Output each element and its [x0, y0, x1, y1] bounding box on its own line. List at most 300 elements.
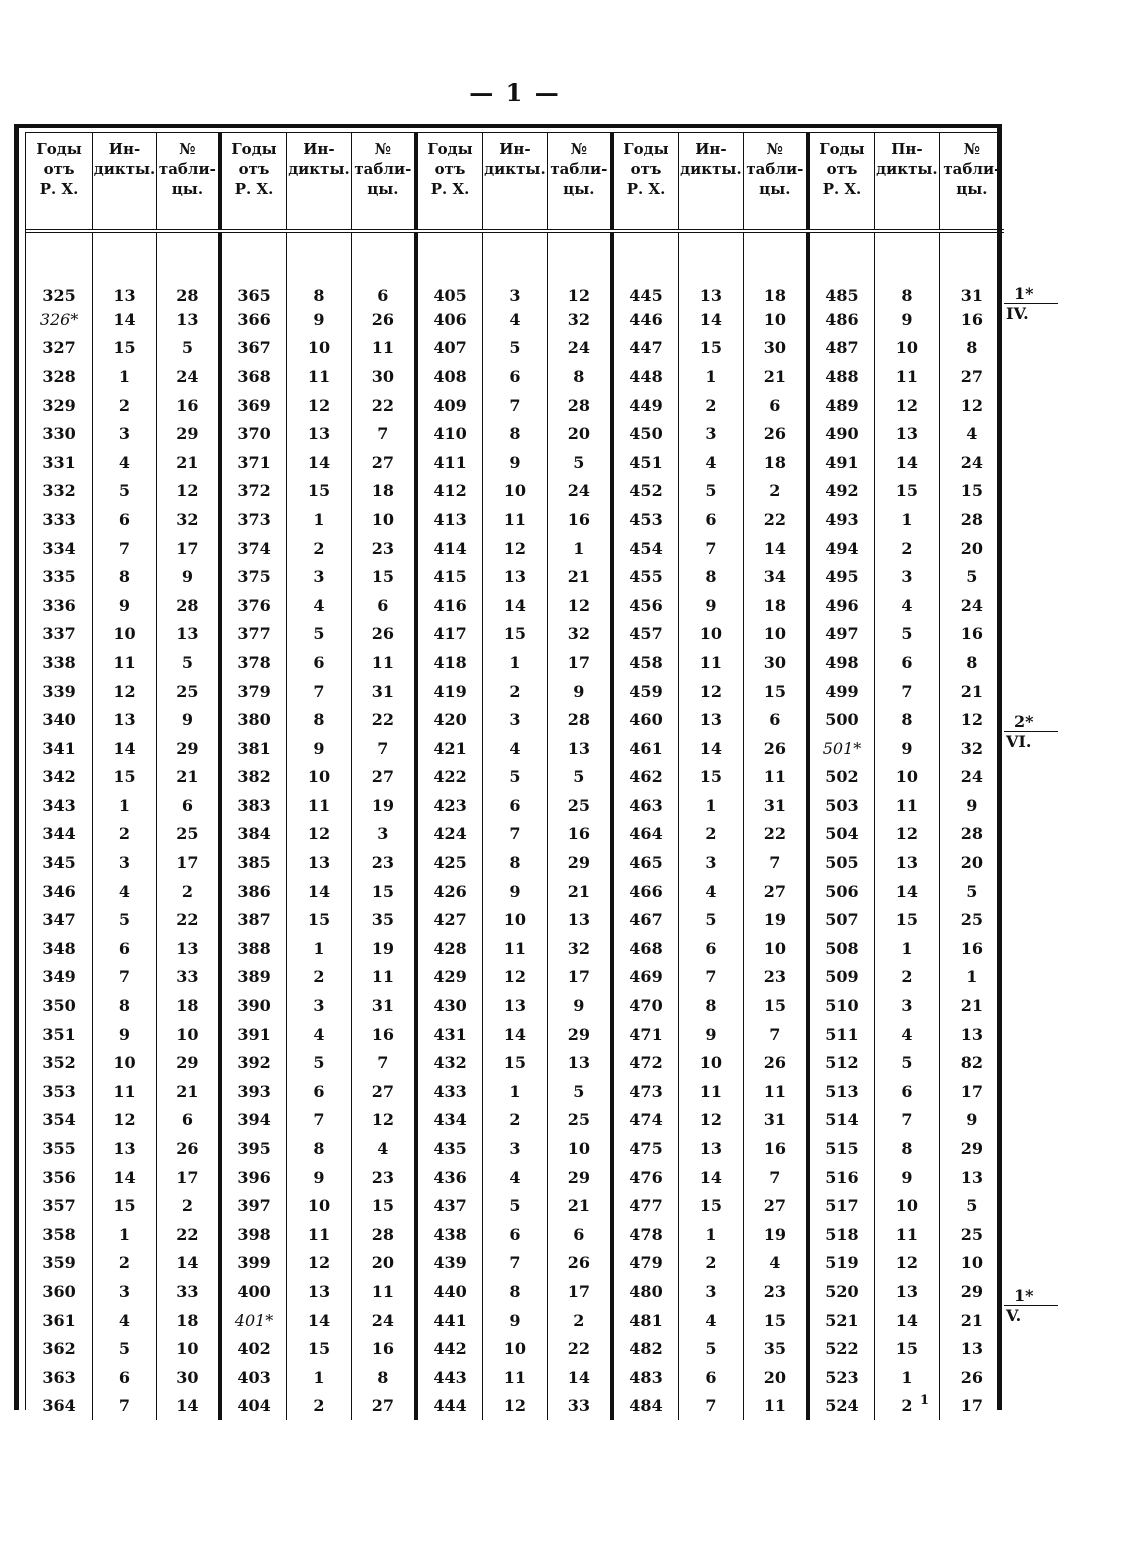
table-number-cell: 20 — [939, 534, 1004, 563]
indiction-cell: 6 — [875, 1077, 940, 1106]
indiction-cell: 8 — [875, 705, 940, 734]
year-cell: 458 — [612, 648, 679, 677]
table-number-cell: 6 — [156, 1106, 220, 1135]
table-number-cell: 28 — [547, 705, 612, 734]
table-number-cell: 11 — [743, 1077, 808, 1106]
header-line: Р. Х. — [430, 180, 470, 198]
indiction-cell: 6 — [679, 934, 744, 963]
indiction-cell: 6 — [93, 934, 157, 963]
year-cell: 443 — [416, 1363, 483, 1392]
table-row — [26, 231, 1004, 305]
indiction-cell: 5 — [93, 477, 157, 506]
table-number-cell: 21 — [939, 677, 1004, 706]
indiction-cell: 7 — [483, 1249, 548, 1278]
year-cell: 465 — [612, 848, 679, 877]
indiction-cell: 10 — [93, 620, 157, 649]
table-row — [26, 1020, 1004, 1049]
indiction-cell: 5 — [93, 1334, 157, 1363]
table-number-cell: 23 — [743, 963, 808, 992]
year-cell: 389 — [220, 963, 287, 992]
indiction-cell: 13 — [93, 231, 157, 305]
indiction-cell: 5 — [679, 1334, 744, 1363]
year-cell: 438 — [416, 1220, 483, 1249]
year-cell: 461 — [612, 734, 679, 763]
indiction-cell: 1 — [287, 934, 352, 963]
year-cell: 330 — [42, 424, 76, 444]
year-cell: 334 — [42, 538, 76, 558]
year-cell: 478 — [612, 1220, 679, 1249]
table-number-cell: 33 — [156, 1277, 220, 1306]
year-cell: 503 — [808, 791, 875, 820]
table-number-cell: 23 — [351, 1163, 416, 1192]
signature-mark: 1 — [920, 1393, 930, 1408]
table-number-cell: 21 — [547, 562, 612, 591]
indiction-cell: 7 — [483, 391, 548, 420]
year-cell: 403 — [220, 1363, 287, 1392]
indiction-cell: 12 — [875, 820, 940, 849]
table-number-cell: 16 — [156, 391, 220, 420]
year-cell: 395 — [220, 1134, 287, 1163]
indiction-cell: 2 — [875, 1392, 940, 1421]
indiction-cell: 8 — [679, 991, 744, 1020]
table-number-cell: 14 — [156, 1392, 220, 1421]
header-years — [220, 133, 287, 231]
table-number-cell: 16 — [547, 505, 612, 534]
year-cell: 480 — [612, 1277, 679, 1306]
year-cell: 328 — [42, 366, 76, 386]
table-row — [26, 448, 1004, 477]
indiction-cell: 3 — [483, 705, 548, 734]
indiction-cell: 3 — [287, 562, 352, 591]
year-cell: 472 — [612, 1048, 679, 1077]
table-number-cell: 31 — [351, 991, 416, 1020]
year-cell: 413 — [416, 505, 483, 534]
table-number-cell: 27 — [351, 1077, 416, 1106]
indiction-cell: 2 — [93, 820, 157, 849]
indiction-cell: 15 — [875, 1334, 940, 1363]
header-line: табли- — [158, 160, 216, 178]
year-cell: 426 — [416, 877, 483, 906]
table-number-cell: 8 — [939, 334, 1004, 363]
indiction-cell: 10 — [679, 620, 744, 649]
year-cell: 371 — [220, 448, 287, 477]
indiction-cell: 7 — [483, 820, 548, 849]
table-number-cell: 12 — [156, 477, 220, 506]
header-indict — [287, 133, 352, 231]
year-cell: 471 — [612, 1020, 679, 1049]
indiction-cell: 9 — [287, 734, 352, 763]
table-number-cell: 29 — [156, 734, 220, 763]
table-number-cell: 5 — [156, 648, 220, 677]
table-number-cell: 6 — [743, 705, 808, 734]
year-cell: 333 — [42, 509, 76, 529]
year-cell: 431 — [416, 1020, 483, 1049]
table-number-cell: 7 — [351, 419, 416, 448]
table-row — [26, 1191, 1004, 1220]
header-indict — [483, 133, 548, 231]
year-cell: 386 — [220, 877, 287, 906]
indiction-cell: 14 — [679, 1163, 744, 1192]
table-number-cell: 15 — [939, 477, 1004, 506]
table-number-cell: 32 — [547, 620, 612, 649]
indiction-cell: 2 — [679, 820, 744, 849]
table-number-cell: 1 — [547, 534, 612, 563]
year-cell: 332 — [42, 481, 76, 501]
indiction-cell: 1 — [93, 791, 157, 820]
indiction-cell: 14 — [93, 1163, 157, 1192]
table-number-cell: 16 — [351, 1334, 416, 1363]
indiction-cell: 1 — [287, 1363, 352, 1392]
year-cell: 446 — [612, 305, 679, 334]
year-cell: 462 — [612, 763, 679, 792]
table-row — [26, 591, 1004, 620]
margin-note-top: 1* — [1004, 284, 1058, 304]
table-number-cell: 24 — [939, 591, 1004, 620]
table-number-cell: 27 — [939, 362, 1004, 391]
table-number-cell: 23 — [743, 1277, 808, 1306]
year-cell: 363 — [42, 1367, 76, 1387]
header-line: дикты. — [484, 160, 546, 178]
header-line: цы. — [563, 180, 595, 198]
indiction-cell: 12 — [287, 391, 352, 420]
margin-note-top: 1* — [1004, 1286, 1058, 1306]
indiction-cell: 5 — [875, 620, 940, 649]
table-number-cell: 10 — [547, 1134, 612, 1163]
indiction-cell: 9 — [287, 1163, 352, 1192]
table-row — [26, 820, 1004, 849]
year-cell: 419 — [416, 677, 483, 706]
table-number-cell: 26 — [743, 1048, 808, 1077]
indiction-cell: 8 — [679, 562, 744, 591]
margin-note-top: 2* — [1004, 712, 1058, 732]
year-cell: 365 — [220, 231, 287, 305]
indiction-cell: 13 — [93, 705, 157, 734]
table-number-cell: 17 — [547, 648, 612, 677]
table-number-cell: 29 — [156, 419, 220, 448]
year-cell: 518 — [808, 1220, 875, 1249]
table-number-cell: 18 — [743, 231, 808, 305]
table-number-cell: 20 — [939, 848, 1004, 877]
indiction-cell: 6 — [93, 505, 157, 534]
year-cell: 516 — [808, 1163, 875, 1192]
table-row — [26, 963, 1004, 992]
table-row — [26, 505, 1004, 534]
year-cell: 383 — [220, 791, 287, 820]
table-row — [26, 1334, 1004, 1363]
table-number-cell: 8 — [939, 648, 1004, 677]
margin-note-bottom: IV. — [1006, 304, 1029, 323]
header-line: цы. — [367, 180, 399, 198]
year-cell: 441 — [416, 1306, 483, 1335]
year-cell: 481 — [612, 1306, 679, 1335]
table-number-cell: 27 — [351, 763, 416, 792]
year-cell: 416 — [416, 591, 483, 620]
indiction-cell: 9 — [875, 1163, 940, 1192]
table-number-cell: 6 — [156, 791, 220, 820]
table-number-cell: 7 — [743, 848, 808, 877]
table-number-cell: 16 — [547, 820, 612, 849]
year-cell: 442 — [416, 1334, 483, 1363]
header-line: Ин- — [499, 140, 531, 158]
year-cell: 349 — [42, 967, 76, 987]
indiction-cell: 2 — [483, 1106, 548, 1135]
table-number-cell: 10 — [156, 1020, 220, 1049]
year-cell: 521 — [808, 1306, 875, 1335]
indiction-cell: 8 — [875, 1134, 940, 1163]
indiction-cell: 12 — [483, 1392, 548, 1421]
table-number-cell: 11 — [743, 1392, 808, 1421]
table-row — [26, 991, 1004, 1020]
indiction-cell: 5 — [483, 334, 548, 363]
year-cell: 513 — [808, 1077, 875, 1106]
table-number-cell: 21 — [156, 763, 220, 792]
header-line: табли- — [943, 160, 1001, 178]
indiction-cell: 3 — [483, 231, 548, 305]
year-cell: 401* — [220, 1306, 287, 1335]
table-number-cell: 17 — [156, 534, 220, 563]
indiction-cell: 9 — [679, 1020, 744, 1049]
year-cell: 435 — [416, 1134, 483, 1163]
indiction-cell: 10 — [679, 1048, 744, 1077]
header-line: Р. Х. — [822, 180, 862, 198]
table-header — [26, 133, 1004, 231]
indiction-cell: 11 — [287, 791, 352, 820]
year-cell: 337 — [42, 624, 76, 644]
table-number-cell: 13 — [547, 734, 612, 763]
indiction-cell: 15 — [287, 1334, 352, 1363]
year-cell: 440 — [416, 1277, 483, 1306]
table-number-cell: 10 — [156, 1334, 220, 1363]
table-number-cell: 7 — [743, 1020, 808, 1049]
indiction-cell: 10 — [287, 1191, 352, 1220]
indiction-cell: 11 — [875, 362, 940, 391]
table-number-cell: 16 — [351, 1020, 416, 1049]
year-cell: 392 — [220, 1048, 287, 1077]
table-row — [26, 305, 1004, 334]
indiction-cell: 1 — [679, 362, 744, 391]
year-cell: 450 — [612, 419, 679, 448]
indiction-cell: 1 — [875, 934, 940, 963]
year-cell: 486 — [808, 305, 875, 334]
year-cell: 412 — [416, 477, 483, 506]
table-row — [26, 1077, 1004, 1106]
year-cell: 428 — [416, 934, 483, 963]
year-cell: 409 — [416, 391, 483, 420]
table-number-cell: 33 — [547, 1392, 612, 1421]
table-number-cell: 35 — [743, 1334, 808, 1363]
header-line: № — [179, 140, 196, 158]
year-cell: 500 — [808, 705, 875, 734]
header-line: Ин- — [695, 140, 727, 158]
year-cell: 468 — [612, 934, 679, 963]
table-number-cell: 9 — [156, 562, 220, 591]
indiction-cell: 15 — [93, 334, 157, 363]
header-years — [612, 133, 679, 231]
header-years — [808, 133, 875, 231]
indiction-cell: 9 — [93, 1020, 157, 1049]
year-cell: 359 — [42, 1253, 76, 1273]
table-number-cell: 21 — [156, 1077, 220, 1106]
indiction-cell: 6 — [483, 1220, 548, 1249]
indiction-cell: 3 — [483, 1134, 548, 1163]
table-number-cell: 31 — [743, 1106, 808, 1135]
indiction-cell: 1 — [93, 362, 157, 391]
year-cell: 524 — [808, 1392, 875, 1421]
header-line: Годы — [427, 140, 473, 158]
year-cell: 423 — [416, 791, 483, 820]
indiction-cell: 13 — [679, 231, 744, 305]
year-cell: 494 — [808, 534, 875, 563]
indiction-cell: 14 — [483, 1020, 548, 1049]
table-number-cell: 20 — [547, 419, 612, 448]
table-number-cell: 31 — [743, 791, 808, 820]
table-number-cell: 23 — [351, 534, 416, 563]
year-cell: 362 — [42, 1339, 76, 1359]
table-number-cell: 21 — [939, 991, 1004, 1020]
year-cell: 484 — [612, 1392, 679, 1421]
header-line: табли- — [354, 160, 412, 178]
table-number-cell: 24 — [939, 448, 1004, 477]
year-cell: 341 — [42, 738, 76, 758]
year-cell: 418 — [416, 648, 483, 677]
year-cell: 514 — [808, 1106, 875, 1135]
year-cell: 379 — [220, 677, 287, 706]
table-number-cell: 32 — [939, 734, 1004, 763]
indiction-cell: 9 — [679, 591, 744, 620]
table-number-cell: 13 — [547, 1048, 612, 1077]
table-number-cell: 82 — [939, 1048, 1004, 1077]
indiction-cell: 7 — [93, 534, 157, 563]
year-cell: 338 — [42, 652, 76, 672]
indiction-cell: 12 — [679, 677, 744, 706]
table-number-cell: 18 — [743, 448, 808, 477]
indiction-cell: 6 — [287, 1077, 352, 1106]
indiction-cell: 12 — [875, 391, 940, 420]
table-number-cell: 29 — [939, 1134, 1004, 1163]
indiction-cell: 2 — [287, 1392, 352, 1421]
table-number-cell: 6 — [743, 391, 808, 420]
table-number-cell: 34 — [743, 562, 808, 591]
table-number-cell: 22 — [743, 505, 808, 534]
year-cell: 355 — [42, 1139, 76, 1159]
table-number-cell: 31 — [351, 677, 416, 706]
year-cell: 325 — [42, 286, 76, 305]
year-cell: 427 — [416, 905, 483, 934]
year-cell: 366 — [220, 305, 287, 334]
indiction-cell: 12 — [483, 963, 548, 992]
table-row — [26, 677, 1004, 706]
table-number-cell: 32 — [547, 305, 612, 334]
table-number-cell: 26 — [743, 734, 808, 763]
table-number-cell: 8 — [547, 362, 612, 391]
indiction-cell: 2 — [287, 534, 352, 563]
table-number-cell: 19 — [351, 934, 416, 963]
table-number-cell: 16 — [939, 934, 1004, 963]
year-cell: 378 — [220, 648, 287, 677]
year-cell: 522 — [808, 1334, 875, 1363]
year-cell: 385 — [220, 848, 287, 877]
header-line: цы. — [759, 180, 791, 198]
table-number-cell: 10 — [351, 505, 416, 534]
table-number-cell: 25 — [939, 1220, 1004, 1249]
indiction-cell: 15 — [287, 477, 352, 506]
table-number-cell: 30 — [351, 362, 416, 391]
table-number-cell: 7 — [351, 1048, 416, 1077]
year-cell: 402 — [220, 1334, 287, 1363]
year-cell: 345 — [42, 853, 76, 873]
indiction-cell: 7 — [287, 1106, 352, 1135]
table-number-cell: 2 — [743, 477, 808, 506]
year-cell: 492 — [808, 477, 875, 506]
table-number-cell: 28 — [156, 231, 220, 305]
indiction-cell: 10 — [483, 905, 548, 934]
indiction-cell: 14 — [287, 877, 352, 906]
indiction-cell: 11 — [679, 648, 744, 677]
header-indict — [93, 133, 157, 231]
table-number-cell: 18 — [351, 477, 416, 506]
year-cell: 497 — [808, 620, 875, 649]
table-number-cell: 17 — [156, 1163, 220, 1192]
table-number-cell: 28 — [547, 391, 612, 420]
table-number-cell: 26 — [939, 1363, 1004, 1392]
year-cell: 397 — [220, 1191, 287, 1220]
year-cell: 374 — [220, 534, 287, 563]
header-line: Годы — [819, 140, 865, 158]
year-cell: 453 — [612, 505, 679, 534]
indiction-cell: 6 — [875, 648, 940, 677]
table-number-cell: 26 — [351, 620, 416, 649]
indiction-cell: 1 — [875, 505, 940, 534]
indiction-cell: 14 — [287, 1306, 352, 1335]
table-number-cell: 11 — [743, 763, 808, 792]
indiction-cell: 8 — [93, 991, 157, 1020]
table-row — [26, 734, 1004, 763]
year-cell: 336 — [42, 595, 76, 615]
year-cell: 388 — [220, 934, 287, 963]
table-number-cell: 13 — [939, 1163, 1004, 1192]
year-cell: 457 — [612, 620, 679, 649]
table-number-cell: 17 — [939, 1077, 1004, 1106]
table-number-cell: 30 — [156, 1363, 220, 1392]
indiction-cell: 10 — [875, 1191, 940, 1220]
indiction-cell: 3 — [93, 419, 157, 448]
indiction-cell: 14 — [93, 734, 157, 763]
year-cell: 394 — [220, 1106, 287, 1135]
indiction-cell: 1 — [287, 505, 352, 534]
indiction-cell: 15 — [93, 1191, 157, 1220]
indiction-cell: 14 — [875, 1306, 940, 1335]
indiction-cell: 7 — [679, 534, 744, 563]
year-cell: 408 — [416, 362, 483, 391]
indiction-cell: 11 — [483, 934, 548, 963]
year-cell: 422 — [416, 763, 483, 792]
indiction-cell: 13 — [875, 1277, 940, 1306]
year-cell: 390 — [220, 991, 287, 1020]
table-row — [26, 1106, 1004, 1135]
table-number-cell: 22 — [547, 1334, 612, 1363]
indiction-cell: 1 — [483, 1077, 548, 1106]
table-number-cell: 15 — [351, 877, 416, 906]
indiction-cell: 13 — [679, 705, 744, 734]
indiction-cell: 1 — [93, 1220, 157, 1249]
table-row — [26, 763, 1004, 792]
year-cell: 354 — [42, 1110, 76, 1130]
year-cell: 361 — [42, 1310, 76, 1330]
indiction-cell: 11 — [287, 1220, 352, 1249]
indiction-cell: 4 — [93, 1306, 157, 1335]
header-line: Ин- — [303, 140, 335, 158]
table-number-cell: 6 — [547, 1220, 612, 1249]
